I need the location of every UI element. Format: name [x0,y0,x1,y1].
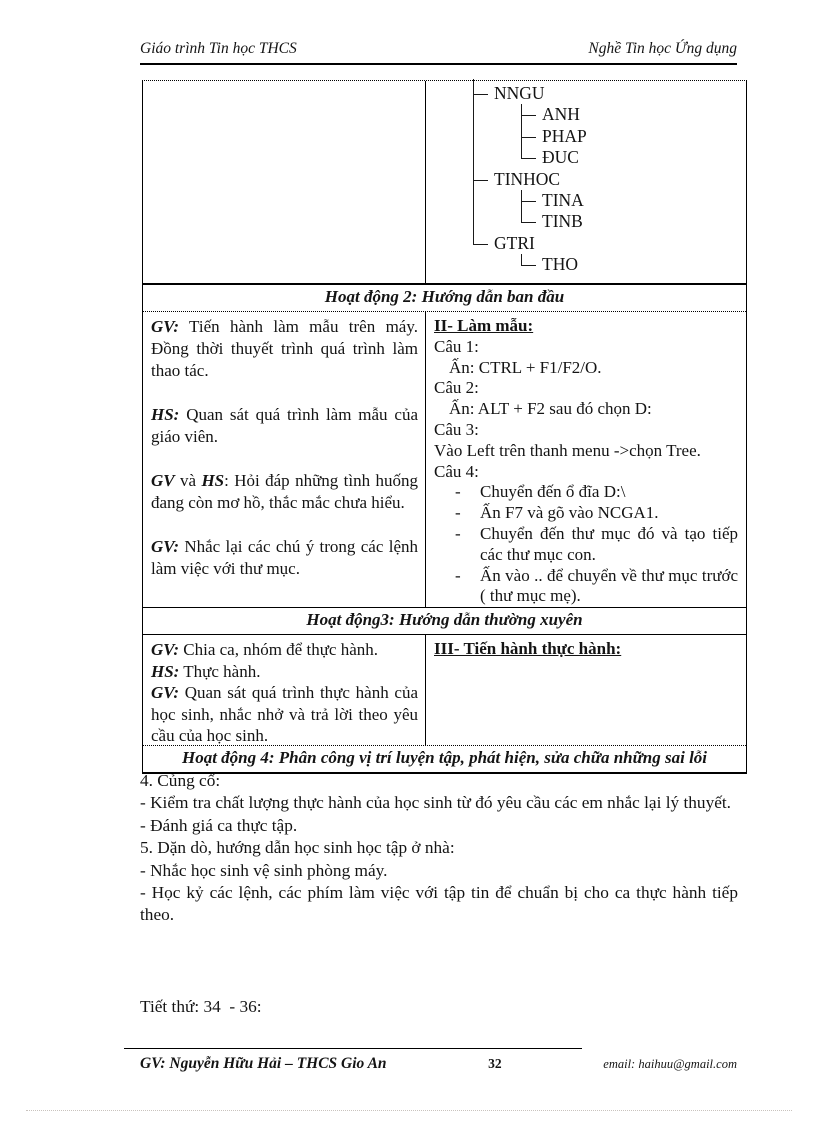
activity4-title: Hoạt động 4: Phân công vị trí luyện tập, phát hiện, sửa chữa những sai lỗi [143,745,746,772]
tree-node-label: TINB [542,211,583,232]
paragraph-text: Thực hành. [179,661,261,681]
activity2-content-row [143,312,746,607]
paragraph-text: Nhắc lại các chú ý trong các lệnh làm việc với thư mục. [151,537,418,578]
tree-node [521,254,746,275]
lesson-plan-table [142,80,747,774]
paragraph [151,661,418,683]
paragraph [151,404,418,448]
header-right-title: Nghề Tin học Ứng dụng [588,40,737,57]
tree-node [473,233,746,276]
activity2-lesson-column [426,312,746,607]
footer-email: email: haihuu@gmail.com [603,1057,737,1071]
note-line: - Nhắc học sinh vệ sinh phòng máy. [140,860,388,880]
tree-node [521,147,746,168]
speaker-label: HS: [151,661,180,681]
paragraph [151,682,418,747]
paragraph-text: Quan sát quá trình làm mẫu của giáo viên. [151,405,418,446]
speaker-label: HS: [151,405,180,424]
speaker-label: GV: [151,317,180,336]
bullet-item: - Ấn vào .. để chuyển về thư mục trước ( thư mục mẹ). [434,566,738,608]
lesson-reference: Tiết thứ: 34 - 36: [140,997,262,1016]
tree-node [521,190,746,211]
lesson-line: Ấn: CTRL + F1/F2/O. [449,357,602,377]
lesson-bullet-list [434,482,738,607]
page-header [140,40,737,65]
tree-node [473,169,746,233]
note-line: - Học kỷ các lệnh, các phím làm việc với tập tin để chuẩn bị cho ca thực hành tiếp theo. [140,883,738,925]
paragraph-text: và [174,471,202,490]
activity3-lesson-column [426,635,746,745]
paragraph [151,470,418,514]
tree-node [521,126,746,147]
notes-section [140,770,738,927]
tree-node [473,83,746,169]
speaker-label: GV: [151,683,180,703]
paragraph [151,536,418,580]
activity3-content-row [143,635,746,745]
note-line: 4. Củng cố: [140,771,221,790]
tree-node-label: ĐUC [542,147,579,168]
lesson-line: Câu 2: [434,378,479,398]
bullet-item: - Chuyển đến ổ đĩa D:\ [434,482,738,503]
footer-teacher: GV: Nguyễn Hữu Hải – THCS Gio An [140,1055,387,1072]
paragraph-text: Quan sát quá trình thực hành của học sinh, nhắc nhở và trả lời theo yêu cầu của học sinh. [151,683,418,746]
paragraph-text: Chia ca, nhóm để thực hành. [179,640,379,659]
section-heading: III- Tiến hành thực hành: [434,639,622,658]
page-footer [140,1055,737,1073]
lesson-line: Ấn: ALT + F2 sau đó chọn D: [449,399,652,419]
tree-node-label: PHAP [542,125,587,146]
speaker-label: HS [201,471,225,490]
footer-page-number: 32 [488,1056,502,1071]
footer-rule [124,1048,582,1049]
lesson-line: Câu 1: [434,336,479,356]
page-break-line [26,1110,792,1111]
tree-node-label: TINHOC [494,168,561,189]
paragraph-text: : Hỏi đáp những tình huống đang còn mơ hồ, thắc mắc chưa hiểu. [151,471,419,512]
tree-node [521,104,746,125]
tree-node-label: THO [542,254,578,275]
speaker-label: GV: [151,640,180,659]
note-line: 5. Dặn dò, hướng dẫn học sinh học tập ở nhà: [140,838,455,858]
tree-node-label: TINA [542,190,584,211]
lesson-line: Vào Left trên thanh menu ->chọn Tree. [434,440,701,460]
bullet-item: - Chuyển đến thư mục đó và tạo tiếp các thư mục con. [434,524,738,566]
table-row-directory-tree [143,81,746,283]
tree-row-left-cell [143,81,426,283]
activity3-title: Hoạt động3: Hướng dẫn thường xuyên [143,607,746,635]
activity2-teacher-column [143,312,426,607]
speaker-label: GV: [151,537,180,556]
paragraph [151,316,418,382]
header-left-title: Giáo trình Tin học THCS [140,40,297,57]
note-line: - Đánh giá ca thực tập. [140,815,298,835]
tree-node-label: ANH [542,104,580,125]
bullet-item: - Ấn F7 và gõ vào NCGA1. [434,503,738,524]
lesson-line: Câu 4: [434,461,479,481]
lesson-line: Câu 3: [434,419,479,439]
activity3-teacher-column [143,635,426,745]
paragraph-text: Tiến hành làm mẫu trên máy. Đồng thời thuyết trình quá trình làm thao tác. [151,317,418,380]
speaker-label: GV [151,471,175,490]
tree-node-label: GTRI [494,232,535,253]
directory-tree [426,81,746,283]
tree-node-label: NNGU [494,83,545,103]
tree-node [521,211,746,232]
activity2-title: Hoạt động 2: Hướng dẫn ban đầu [143,283,746,312]
note-line: - Kiểm tra chất lượng thực hành của học sinh từ đó yêu cầu các em nhắc lại lý thuyết. [140,793,731,813]
section-heading: II- Làm mẫu: [434,316,534,335]
paragraph [151,639,418,661]
